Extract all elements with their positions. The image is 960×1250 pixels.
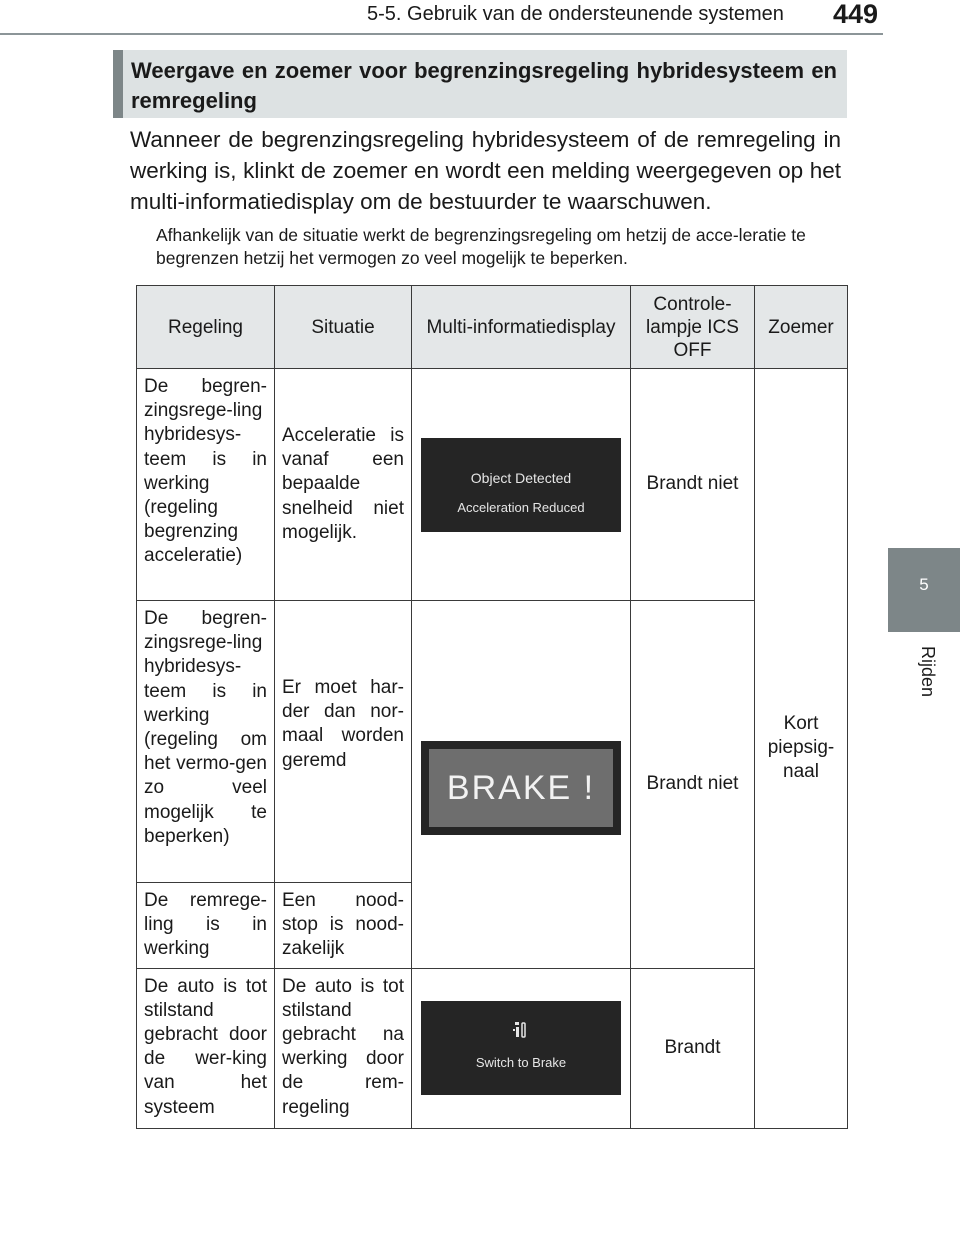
display-object-detected	[421, 438, 621, 532]
section-title: Weergave en zoemer voor begrenzingsregeling hybridesysteem en remregeling	[131, 58, 837, 113]
cell-lampje: Brandt niet	[631, 369, 755, 601]
cell-situatie: De auto is tot stilstand gebracht na werking door de rem-regeling	[275, 968, 412, 1128]
table-row	[137, 968, 848, 1128]
cell-display	[412, 369, 631, 601]
display-switch-to-brake	[421, 1001, 621, 1095]
section-accent-bar	[113, 50, 123, 118]
header-display: Multi-informatiedisplay	[412, 286, 631, 369]
brake-frame	[429, 749, 613, 827]
display-switch-text: Switch to Brake	[475, 1055, 567, 1071]
table-header-row	[137, 286, 848, 369]
cell-display	[412, 968, 631, 1128]
cell-lampje: Brandt niet	[631, 601, 755, 969]
cell-zoemer: Kort piepsig-naal	[755, 369, 848, 1129]
cell-regeling: De begren-zingsrege-ling hybridesys-teem is in werking (regeling begrenzing acceleratie)	[137, 369, 275, 601]
cell-regeling: De auto is tot stilstand gebracht door de wer-king van het systeem	[137, 968, 275, 1128]
chapter-tab[interactable]: 5	[888, 548, 960, 632]
header-situatie: Situatie	[275, 286, 412, 369]
warning-table	[136, 285, 848, 1129]
section-heading-box	[113, 50, 847, 118]
page-number: 449	[833, 0, 879, 29]
display-line1: Object Detected	[470, 469, 572, 486]
table-row	[137, 369, 848, 601]
header-zoemer: Zoemer	[755, 286, 848, 369]
brake-text: BRAKE !	[446, 769, 596, 808]
cell-lampje: Brandt	[631, 968, 755, 1128]
foot-brake-icon	[510, 1019, 532, 1041]
display-brake	[421, 741, 621, 835]
running-header: 5-5. Gebruik van de ondersteunende systemen	[367, 3, 784, 25]
cell-situatie: Er moet har-der dan nor-maal worden geremd	[275, 601, 412, 883]
header-lampje: Controle-lampje ICS OFF	[631, 286, 755, 369]
cell-regeling: De remrege-ling is in werking	[137, 883, 275, 969]
cell-situatie: Een nood-stop is nood-zakelijk	[275, 883, 412, 969]
cell-regeling: De begren-zingsrege-ling hybridesys-teem is in werking (regeling om het vermo-gen zo veel mogelijk te beperken)	[137, 601, 275, 883]
cell-situatie: Acceleratie is vanaf een bepaalde snelheid niet mogelijk.	[275, 369, 412, 601]
display-line2: Acceleration Reduced	[457, 499, 585, 515]
header-regeling: Regeling	[137, 286, 275, 369]
table-row	[137, 601, 848, 883]
intro-paragraph: Wanneer de begrenzingsregeling hybridesysteem of de remregeling in werking is, klinkt de zoemer en wordt een melding weergegeven op het multi-informatiedisplay om de bestuurder te waarschuwen.	[130, 127, 841, 214]
chapter-label: Rijden	[918, 646, 938, 698]
note-paragraph: Afhankelijk van de situatie werkt de begrenzingsregeling om hetzij de acce-leratie te begrenzen hetzij het vermogen zo veel mogelijk te beperken.	[156, 225, 806, 268]
header-rule	[0, 33, 883, 35]
cell-display	[412, 601, 631, 969]
